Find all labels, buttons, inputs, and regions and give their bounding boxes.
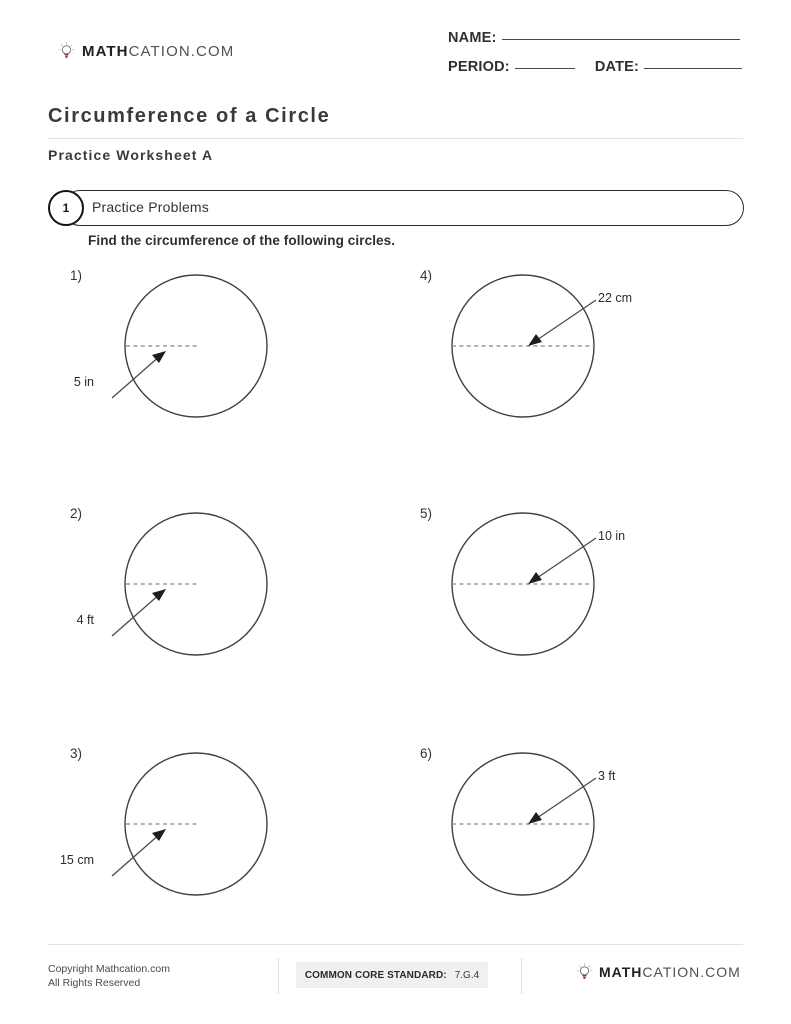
section-label: Practice Problems xyxy=(92,199,209,215)
lightbulb-icon xyxy=(58,42,75,60)
measure-label: 4 ft xyxy=(76,613,94,627)
footer-brand-light-text: CATION.COM xyxy=(642,964,741,980)
problem-number: 6) xyxy=(420,746,433,761)
copyright-line-2: All Rights Reserved xyxy=(48,977,141,989)
measure-label: 5 in xyxy=(73,375,94,389)
lightbulb-icon xyxy=(576,963,593,981)
measure-arrow-head xyxy=(528,812,542,824)
brand-logo-text xyxy=(82,43,234,60)
page-title: Circumference of a Circle xyxy=(48,105,331,127)
circle-diagram xyxy=(410,496,750,726)
problem-number: 3) xyxy=(70,746,83,761)
measure-arrow-line xyxy=(112,355,161,398)
student-info-fields xyxy=(448,30,748,75)
measure-label: 10 in xyxy=(598,529,626,543)
problem-item xyxy=(410,258,750,498)
period-label: PERIOD: xyxy=(448,59,510,75)
brand-logo xyxy=(58,42,234,60)
problem-item xyxy=(410,736,750,976)
common-core-standard-badge xyxy=(296,962,488,988)
measure-arrow-line xyxy=(534,300,596,342)
page-subtitle: Practice Worksheet A xyxy=(48,147,214,163)
problem-item xyxy=(60,736,400,976)
footer-brand-logo-text xyxy=(599,964,741,980)
section-number-badge: 1 xyxy=(48,190,84,226)
circle-diagram xyxy=(60,258,400,488)
footer-brand-bold-text: MATH xyxy=(599,964,643,980)
problem-number: 1) xyxy=(70,268,83,283)
standard-code: 7.G.4 xyxy=(454,969,480,981)
period-date-field-row xyxy=(448,59,748,75)
problem-number: 4) xyxy=(420,268,433,283)
name-label: NAME: xyxy=(448,30,497,46)
circle-diagram xyxy=(410,258,750,488)
circle-diagram xyxy=(60,736,400,966)
measure-arrow-head xyxy=(528,334,542,346)
copyright-line-1: Copyright Mathcation.com xyxy=(48,963,170,975)
measure-arrow-head xyxy=(528,572,542,584)
page-header xyxy=(0,30,791,100)
date-input-line[interactable] xyxy=(644,68,742,69)
measure-label: 15 cm xyxy=(59,853,94,867)
problem-number: 2) xyxy=(70,506,83,521)
problem-item xyxy=(410,496,750,736)
problem-item xyxy=(60,496,400,736)
copyright-block xyxy=(48,962,170,990)
measure-arrow-line xyxy=(112,593,161,636)
circle-diagram xyxy=(60,496,400,726)
footer-separator xyxy=(521,958,522,994)
brand-light-text: CATION.COM xyxy=(128,42,235,60)
measure-arrow-line xyxy=(534,538,596,580)
measure-arrow-line xyxy=(112,833,161,876)
name-field-row xyxy=(448,30,748,46)
name-input-line[interactable] xyxy=(502,39,740,40)
circle-diagram xyxy=(410,736,750,966)
section-instruction: Find the circumference of the following circles. xyxy=(88,233,396,248)
measure-label: 22 cm xyxy=(598,291,633,305)
date-label: DATE: xyxy=(594,59,640,75)
measure-label: 3 ft xyxy=(598,769,616,783)
problem-number: 5) xyxy=(420,506,433,521)
page-footer xyxy=(0,958,791,1008)
footer-separator xyxy=(278,958,279,994)
standard-title: COMMON CORE STANDARD: xyxy=(304,969,447,981)
period-input-line[interactable] xyxy=(515,68,575,69)
footer-brand-logo xyxy=(576,963,741,981)
brand-bold-text: MATH xyxy=(82,42,129,60)
measure-arrow-line xyxy=(534,778,596,820)
footer-divider xyxy=(48,944,743,945)
problem-item xyxy=(60,258,400,498)
title-divider xyxy=(48,138,743,139)
